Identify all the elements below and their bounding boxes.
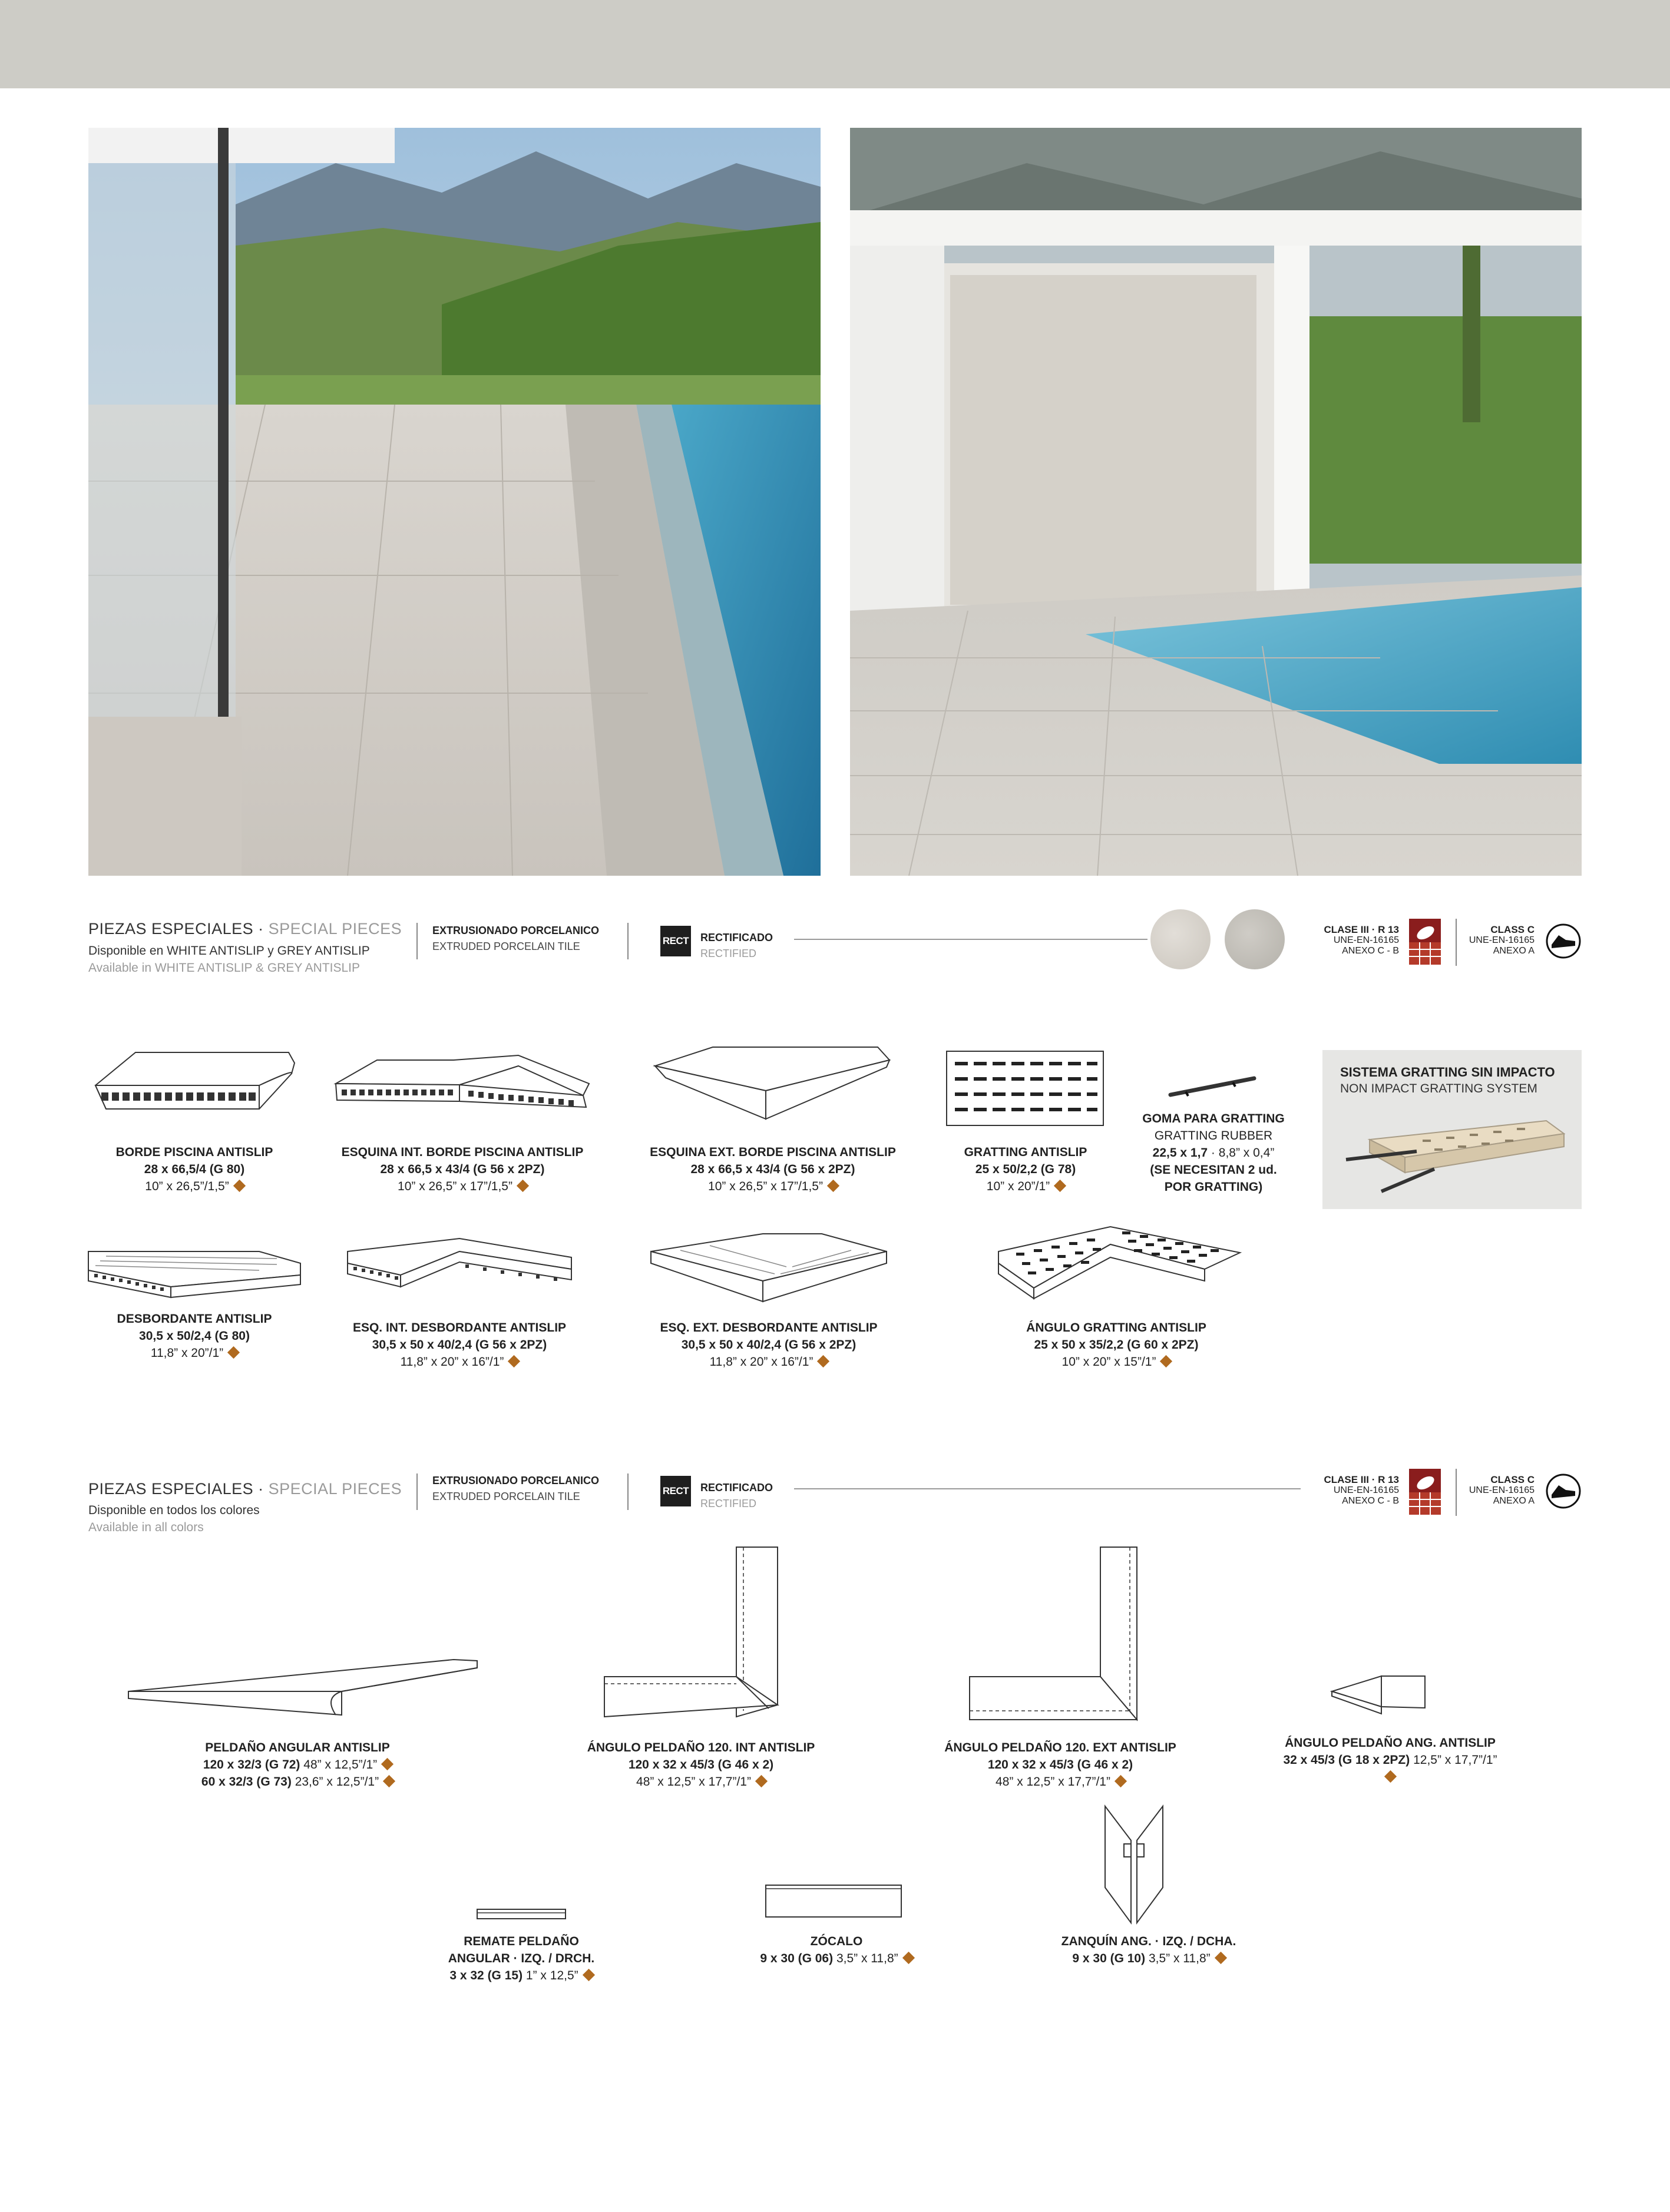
piece-size: 120 x 32 x 45/3 (G 46 x 2) [987,1758,1133,1771]
section2-title-en: SPECIAL PIECES [268,1480,402,1498]
zanquin-drawing [1102,1805,1172,1929]
class-standard: UNE-EN-16165 [1469,1485,1535,1495]
extruded-title: EXTRUSIONADO PORCELANICO [432,925,600,936]
piece-angulo-peldano-int [566,1739,836,1790]
piece-size-inch: 3,5” x 11,8” [836,1952,898,1965]
piece-size: 25 x 50 x 35/2,2 (G 60 x 2PZ) [1034,1338,1199,1352]
piece-title: ÁNGULO PELDAÑO 120. INT ANTISLIP [587,1741,815,1754]
extruded-title: EXTRUSIONADO PORCELANICO [432,1475,600,1486]
piece-size-inch: 48” x 12,5” x 17,7”/1” [636,1775,751,1789]
piece-size: 25 x 50/2,2 (G 78) [975,1163,1076,1176]
class-title: CLASS C [1490,924,1535,935]
gratting-system-title: SISTEMA GRATTING SIN IMPACTO [1340,1065,1555,1079]
piece-title: ÁNGULO PELDAÑO 120. EXT ANTISLIP [944,1741,1176,1754]
piece-title: ANGULAR · IZQ. / DRCH. [448,1952,595,1965]
piece-subtitle: GRATTING RUBBER [1154,1129,1273,1143]
divider [627,1473,629,1510]
piece-size-inch: 10” x 26,5”/1,5” [145,1180,229,1193]
barefoot-slip-icon [1409,1469,1441,1515]
header-rule [794,939,1147,940]
piece-size: 28 x 66,5/4 (G 80) [144,1163,245,1176]
piece-size: 30,5 x 50/2,4 (G 80) [139,1329,250,1343]
clase-standard: UNE-EN-16165 [1333,1485,1399,1495]
gratting-drawing [945,1050,1106,1128]
header-rule [794,1488,1301,1489]
gres-diamond-icon [383,1775,395,1787]
remate-peldano-drawing [476,1908,570,1922]
piece-zanquin [1025,1933,1272,1967]
class-annex: ANEXO A [1493,946,1535,956]
piece-gratting [925,1144,1126,1195]
rect-badge: RECT [660,1476,691,1506]
piece-size: 30,5 x 50 x 40/2,4 (G 56 x 2PZ) [372,1338,547,1352]
class-standard: UNE-EN-16165 [1469,935,1535,945]
gres-diamond-icon [1160,1355,1172,1367]
piece-size-inch: 10” x 26,5” x 17”/1,5” [398,1180,512,1193]
piece-size-inch: 11,8” x 20” x 16”/1” [709,1355,813,1369]
gres-diamond-icon [517,1180,529,1192]
gres-diamond-icon [817,1355,829,1367]
shoe-slip-icon [1546,923,1581,959]
piece-size: 9 x 30 (G 06) [760,1952,834,1965]
piece-size: 30,5 x 50 x 40/2,4 (G 56 x 2PZ) [681,1338,857,1352]
piece-size: 9 x 30 (G 10) [1072,1952,1146,1965]
slip-class-c [1461,1475,1535,1506]
piece-size-inch: 12,5” x 17,7”/1” [1413,1753,1497,1767]
clase-standard: UNE-EN-16165 [1333,935,1399,945]
gres-diamond-icon [1384,1770,1396,1783]
piece-size-inch: 8,8” x 0,4” [1218,1146,1275,1160]
class-title: CLASS C [1490,1474,1535,1485]
esquina-int-borde-drawing [330,1048,601,1119]
peldano-angular-drawing [124,1656,483,1721]
piece-title: ESQ. EXT. DESBORDANTE ANTISLIP [660,1321,878,1335]
piece-angulo-peldano-ext [925,1739,1196,1790]
divider [1456,919,1457,966]
piece-size-inch: 3,5” x 11,8” [1148,1952,1211,1965]
piece-title: ESQ. INT. DESBORDANTE ANTISLIP [352,1321,567,1335]
gratting-system-subtitle: NON IMPACT GRATTING SYSTEM [1340,1082,1537,1095]
piece-title: ESQUINA INT. BORDE PISCINA ANTISLIP [341,1145,584,1159]
piece-esquina-ext-borde [637,1144,908,1195]
piece-title: GRATTING ANTISLIP [964,1145,1087,1159]
divider [416,923,418,959]
extruded-subtitle: EXTRUDED PORCELAIN TILE [432,941,580,952]
piece-size: 28 x 66,5 x 43/4 (G 56 x 2PZ) [690,1163,855,1176]
section2-title: PIEZAS ESPECIALES · SPECIAL PIECES [88,1480,402,1498]
piece-size: 60 x 32/3 (G 73) [201,1775,292,1789]
divider [1456,1469,1457,1516]
piece-title: PELDAÑO ANGULAR ANTISLIP [205,1741,390,1754]
section1-title-es: PIEZAS ESPECIALES [88,920,254,938]
piece-size-inch: 10” x 26,5” x 17”/1,5” [708,1180,823,1193]
gres-diamond-icon [381,1758,393,1770]
slip-class-r13 [1281,1475,1399,1506]
piece-title: ÁNGULO PELDAÑO ANG. ANTISLIP [1285,1736,1496,1750]
esquina-ext-borde-drawing [648,1042,895,1125]
top-band [0,0,1670,88]
piece-size-inch: 48” x 12,5”/1” [303,1758,378,1771]
gres-diamond-icon [902,1952,915,1964]
piece-angulo-peldano-ang [1266,1734,1514,1786]
piece-goma-gratting: GOMA PARA GRATTING GRATTING RUBBER 22,5 x 1,7 · 8,8” x 0,4” (SE NECESITAN 2 ud. POR GRATTING) [1119,1110,1308,1196]
section1-availability-en: Available in WHITE ANTISLIP & GREY ANTISLIP [88,961,361,975]
section2-title-es: PIEZAS ESPECIALES [88,1480,254,1498]
goma-gratting-drawing [1168,1075,1256,1098]
divider [416,1473,418,1510]
piece-size: 3 x 32 (G 15) [449,1969,523,1982]
piece-desbordante [88,1310,300,1362]
gres-diamond-icon [1115,1775,1127,1787]
piece-size: 32 x 45/3 (G 18 x 2PZ) [1283,1753,1410,1767]
piece-title: BORDE PISCINA ANTISLIP [115,1145,273,1159]
gres-diamond-icon [1215,1952,1227,1964]
barefoot-slip-icon [1409,919,1441,965]
rectified-subtitle: RECTIFIED [700,1498,757,1509]
photo-terrace-mountains [88,128,821,876]
section1-title: PIEZAS ESPECIALES · SPECIAL PIECES [88,920,402,938]
rectified-title: RECTIFICADO [700,932,773,943]
section2-availability-en: Available in all colors [88,1521,204,1534]
borde-piscina-drawing [88,1045,300,1116]
piece-esq-ext-desbordante [639,1319,898,1370]
piece-remate-peldano [424,1933,619,1984]
gres-diamond-icon [1054,1180,1066,1192]
piece-title: REMATE PELDAÑO [464,1935,579,1948]
angulo-peldano-ext-drawing [960,1540,1166,1728]
desbordante-drawing [82,1240,306,1304]
color-swatches [1147,907,1277,972]
piece-size-inch: 1” x 12,5” [525,1969,578,1982]
piece-size-inch: 11,8” x 20”/1” [150,1346,224,1360]
gratting-system-box [1322,1050,1582,1209]
clase-title: CLASE III · R 13 [1324,1474,1399,1485]
piece-size-inch: 11,8” x 20” x 16”/1” [400,1355,504,1369]
piece-note: (SE NECESITAN 2 ud. [1150,1163,1277,1177]
slip-class-r13 [1281,925,1399,956]
zocalo-drawing [765,1882,906,1920]
divider [627,923,629,959]
piece-size: 22,5 x 1,7 [1152,1146,1208,1160]
section2-availability: Disponible en todos los colores [88,1504,260,1517]
gres-diamond-icon [508,1355,520,1367]
gres-diamond-icon [827,1180,839,1192]
clase-title: CLASE III · R 13 [1324,924,1399,935]
rectified-subtitle: RECTIFIED [700,948,757,959]
piece-title: ZÓCALO [810,1935,863,1948]
slip-class-c [1461,925,1535,956]
extruded-subtitle: EXTRUDED PORCELAIN TILE [432,1491,580,1502]
class-annex: ANEXO A [1493,1496,1535,1506]
angulo-peldano-ang-drawing [1328,1673,1428,1720]
swatch-grey-antislip [1225,909,1285,969]
gratting-system-illustration [1334,1116,1570,1198]
rectified-title: RECTIFICADO [700,1482,773,1494]
piece-peldano-angular [177,1739,418,1790]
piece-title: DESBORDANTE ANTISLIP [117,1312,272,1326]
piece-size: 120 x 32 x 45/3 (G 46 x 2) [628,1758,774,1771]
section1-availability: Disponible en WHITE ANTISLIP y GREY ANTISLIP [88,944,370,958]
rect-badge: RECT [660,926,691,956]
gres-diamond-icon [755,1775,768,1787]
esq-int-desbordante-drawing [342,1234,577,1304]
piece-size-inch: 23,6” x 12,5”/1” [295,1775,379,1789]
piece-size-inch: 10” x 20” x 15”/1” [1061,1355,1156,1369]
gres-diamond-icon [227,1346,240,1359]
piece-angulo-gratting [990,1319,1243,1370]
section1-title-en: SPECIAL PIECES [268,920,402,938]
piece-title: GOMA PARA GRATTING [1142,1112,1285,1125]
clase-annex: ANEXO C - B [1342,946,1399,956]
piece-size-inch: 10” x 20”/1” [986,1180,1050,1193]
piece-zocalo [730,1933,943,1967]
piece-title: ÁNGULO GRATTING ANTISLIP [1026,1321,1206,1335]
photo-house-pool [850,128,1582,876]
clase-annex: ANEXO C - B [1342,1496,1399,1506]
gres-diamond-icon [583,1969,595,1981]
piece-esquina-int-borde [327,1144,598,1195]
swatch-white-antislip [1150,909,1211,969]
piece-note: POR GRATTING) [1164,1180,1263,1194]
piece-title: ESQUINA EXT. BORDE PISCINA ANTISLIP [650,1145,896,1159]
esq-ext-desbordante-drawing [645,1228,892,1310]
piece-size: 120 x 32/3 (G 72) [203,1758,300,1771]
gres-diamond-icon [233,1180,246,1192]
piece-borde-piscina [88,1144,300,1195]
piece-title: ZANQUÍN ANG. · IZQ. / DCHA. [1061,1935,1236,1948]
angulo-gratting-drawing [993,1222,1246,1310]
shoe-slip-icon [1546,1473,1581,1509]
piece-esq-int-desbordante [330,1319,589,1370]
angulo-peldano-int-drawing [595,1540,801,1728]
piece-size: 28 x 66,5 x 43/4 (G 56 x 2PZ) [380,1163,545,1176]
piece-size-inch: 48” x 12,5” x 17,7”/1” [996,1775,1110,1789]
